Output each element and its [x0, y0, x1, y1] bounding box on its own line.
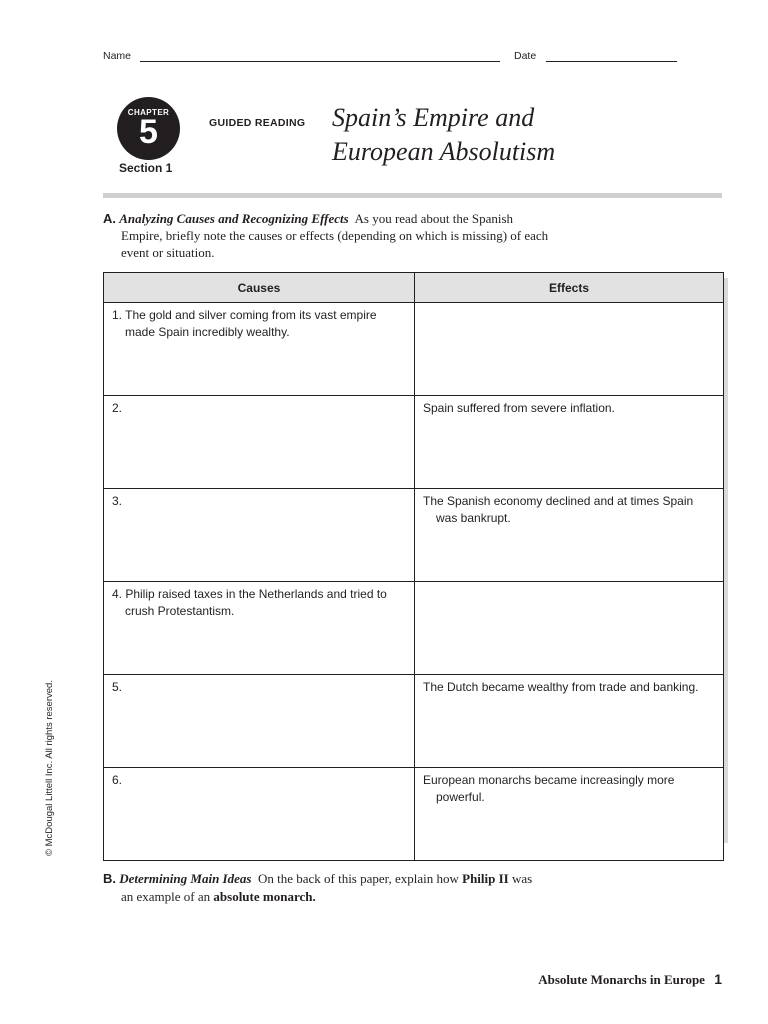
cause-cell[interactable] — [104, 582, 415, 675]
table-row — [104, 303, 724, 396]
date-label: Date — [514, 50, 537, 62]
cause-text: 3. — [112, 494, 123, 508]
header-divider — [103, 193, 722, 198]
chapter-label: CHAPTER — [127, 108, 170, 117]
part-b-letter: B. — [103, 871, 116, 886]
chapter-badge — [117, 97, 180, 160]
title-line-2: European Absolutism — [332, 137, 556, 166]
part-b-bold-2: absolute monarch. — [213, 889, 316, 904]
cause-text: 4. Philip raised taxes in the Netherlands and tried to crush Protestantism. — [112, 587, 387, 618]
table-row — [104, 582, 724, 675]
cause-cell[interactable] — [104, 489, 415, 582]
table-row — [104, 768, 724, 861]
part-b-text-3: an example of an — [121, 889, 211, 904]
part-a-instructions — [103, 210, 663, 261]
copyright-notice: © McDougal Littell Inc. All rights reserved. — [44, 680, 55, 856]
effect-text: European monarchs became increasingly more powerful. — [423, 773, 675, 804]
cause-text: 2. — [112, 401, 123, 415]
name-field[interactable] — [140, 61, 500, 62]
effect-cell[interactable] — [415, 582, 724, 675]
part-b-heading: Determining Main Ideas — [119, 871, 252, 886]
cause-cell[interactable] — [104, 768, 415, 861]
part-a-text-2: Empire, briefly note the causes or effects (depending on which is missing) of each — [121, 228, 549, 243]
page-number: 1 — [714, 971, 722, 987]
cause-text: 6. — [112, 773, 123, 787]
effect-text: The Spanish economy declined and at times Spain was bankrupt. — [423, 494, 694, 525]
effect-cell[interactable] — [415, 768, 724, 861]
table-row — [104, 675, 724, 768]
cause-cell[interactable] — [104, 303, 415, 396]
part-a-text-1: As you read about the Spanish — [354, 211, 514, 226]
part-a-letter: A. — [103, 211, 116, 226]
guided-reading-label: GUIDED READING — [209, 117, 306, 129]
effects-header: Effects — [415, 273, 724, 303]
book-title: Absolute Monarchs in Europe — [538, 972, 705, 987]
effect-cell[interactable] — [415, 303, 724, 396]
part-a-heading: Analyzing Causes and Recognizing Effects — [119, 211, 349, 226]
cause-cell[interactable] — [104, 396, 415, 489]
part-a-text-3: event or situation. — [121, 245, 215, 260]
section-label: Section 1 — [119, 161, 173, 175]
effect-cell[interactable] — [415, 489, 724, 582]
table-row — [104, 396, 724, 489]
effect-text: Spain suffered from severe inflation. — [423, 401, 615, 415]
name-label: Name — [103, 50, 132, 62]
causes-header: Causes — [104, 273, 415, 303]
effect-cell[interactable] — [415, 675, 724, 768]
part-b-text-1: On the back of this paper, explain how — [257, 871, 459, 886]
effect-cell[interactable] — [415, 396, 724, 489]
cause-text: 1. The gold and silver coming from its vast empire made Spain incredibly wealthy. — [112, 308, 377, 339]
part-b-instructions — [103, 870, 663, 906]
table-header-row — [104, 273, 724, 303]
page-title — [332, 101, 555, 169]
date-field[interactable] — [546, 61, 677, 62]
table-row — [104, 489, 724, 582]
cause-text: 5. — [112, 680, 123, 694]
page-footer — [538, 971, 722, 988]
part-b-text-2: was — [511, 871, 533, 886]
causes-effects-table — [103, 272, 724, 861]
title-line-1: Spain’s Empire and — [332, 103, 535, 132]
cause-cell[interactable] — [104, 675, 415, 768]
chapter-number: 5 — [139, 113, 158, 151]
part-b-bold-1: Philip II — [462, 871, 509, 886]
effect-text: The Dutch became wealthy from trade and banking. — [423, 680, 699, 694]
